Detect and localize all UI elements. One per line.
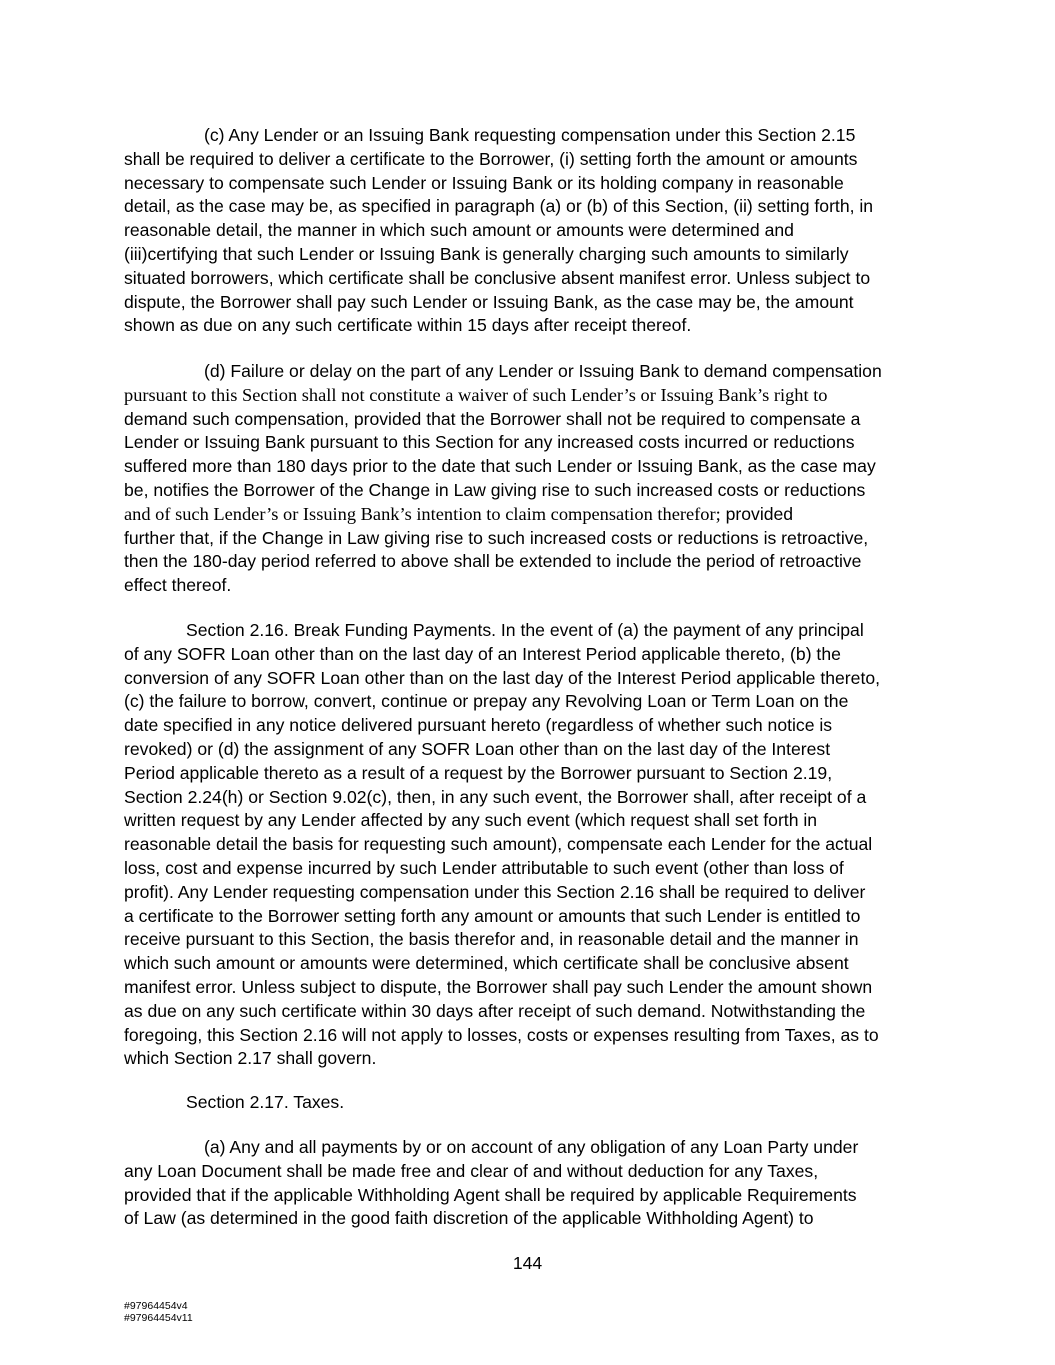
text-line: pursuant to this Section shall not constitute a waiver of such Lender’s or Issuing Bank’s right to xyxy=(124,384,828,405)
text-line: (c) Any Lender or an Issuing Bank requesting compensation under this Section 2.15 xyxy=(204,125,856,145)
text-line: be, notifies the Borrower of the Change in Law giving rise to such increased costs or reductions xyxy=(124,479,866,500)
page-number: 144 xyxy=(512,1253,543,1273)
doc-id: #97964454v4 xyxy=(124,1300,188,1312)
text-line: demand such compensation, provided that the Borrower shall not be required to compensate a xyxy=(124,408,861,429)
text-line: then the 180-day period referred to above shall be extended to include the period of retroactive xyxy=(124,551,862,572)
text-line: Period applicable thereto as a result of a request by the Borrower pursuant to Section 2.19, xyxy=(124,762,833,783)
text-line: Section 2.24(h) or Section 9.02(c), then, in any such event, the Borrower shall, after receipt of a xyxy=(124,786,867,807)
paragraph-c xyxy=(124,124,934,338)
text-line: date specified in any notice delivered pursuant hereto (regardless of whether such notice is xyxy=(124,715,833,736)
text-line: situated borrowers, which certificate shall be conclusive absent manifest error. Unless subject to xyxy=(124,267,871,288)
text-line: profit). Any Lender requesting compensation under this Section 2.16 shall be required to deliver xyxy=(124,881,866,902)
text-line: shown as due on any such certificate within 15 days after receipt thereof. xyxy=(124,315,692,336)
text-line: necessary to compensate such Lender or Issuing Bank or its holding company in reasonable xyxy=(124,172,844,193)
text-line: receive pursuant to this Section, the basis therefor and, in reasonable detail and the manner in xyxy=(124,929,859,950)
text-line: revoked) or (d) the assignment of any SOFR Loan other than on the last day of the Interest xyxy=(124,738,831,759)
text-line: (c) the failure to borrow, convert, continue or prepay any Revolving Loan or Term Loan on the xyxy=(124,691,849,712)
text-segment: provided xyxy=(720,503,794,524)
text-segment: and of such Lender’s or Issuing Bank’s intention to claim compensation therefor; xyxy=(124,503,721,524)
text-line: loss, cost and expense incurred by such Lender attributable to such event (other than loss of xyxy=(124,857,844,878)
text-line: reasonable detail the basis for requesting such amount), compensate each Lender for the actual xyxy=(124,834,873,855)
text-line: a certificate to the Borrower setting forth any amount or amounts that such Lender is entitled to xyxy=(124,905,861,926)
text-line: dispute, the Borrower shall pay such Lender or Issuing Bank, as the case may be, the amount xyxy=(124,291,854,312)
text-line: conversion of any SOFR Loan other than on the last day of the Interest Period applicable thereto, xyxy=(124,667,881,688)
section-heading-line: Section 2.16. Break Funding Payments. In the event of (a) the payment of any principal xyxy=(186,620,864,640)
section-2-17-heading xyxy=(124,1091,934,1115)
doc-id: #97964454v11 xyxy=(124,1312,193,1324)
text-line: which Section 2.17 shall govern. xyxy=(124,1048,377,1069)
text-line: of Law (as determined in the good faith discretion of the applicable Withholding Agent) to xyxy=(124,1208,814,1229)
text-line: as due on any such certificate within 30 days after receipt of such demand. Notwithstanding the xyxy=(124,1000,866,1021)
text-line: foregoing, this Section 2.16 will not apply to losses, costs or expenses resulting from Taxes, as to xyxy=(124,1024,879,1045)
text-line: detail, as the case may be, as specified in paragraph (a) or (b) of this Section, (ii) setting forth, in xyxy=(124,196,874,217)
text-line: Lender or Issuing Bank pursuant to this Section for any increased costs incurred or reductions xyxy=(124,432,855,453)
text-line: effect thereof. xyxy=(124,575,232,596)
text-line: written request by any Lender affected by any such event (which request shall set forth in xyxy=(124,810,818,831)
text-line: (d) Failure or delay on the part of any Lender or Issuing Bank to demand compensation xyxy=(204,361,882,381)
text-line: which such amount or amounts were determined, which certificate shall be conclusive absent xyxy=(124,953,849,974)
text-line: any Loan Document shall be made free and clear of and without deduction for any Taxes, xyxy=(124,1160,819,1181)
text-line: of any SOFR Loan other than on the last day of an Interest Period applicable thereto, (b) the xyxy=(124,643,841,664)
text-line: manifest error. Unless subject to dispute, the Borrower shall pay such Lender the amount shown xyxy=(124,976,873,997)
paragraph-a xyxy=(124,1136,934,1231)
text-line: shall be required to deliver a certificate to the Borrower, (i) setting forth the amount or amounts xyxy=(124,148,858,169)
paragraph-d xyxy=(124,360,934,598)
text-line: reasonable detail, the manner in which such amount or amounts were determined and xyxy=(124,220,794,241)
text-line: (iii)certifying that such Lender or Issuing Bank is generally charging such amounts to similarly xyxy=(124,243,849,264)
text-line: suffered more than 180 days prior to the date that such Lender or Issuing Bank, as the case may xyxy=(124,456,876,477)
text-line-mixed xyxy=(124,503,934,527)
section-heading-line: Section 2.17. Taxes. xyxy=(186,1092,345,1112)
text-line: (a) Any and all payments by or on account of any obligation of any Loan Party under xyxy=(204,1137,859,1157)
text-line: provided that if the applicable Withholding Agent shall be required by applicable Requirements xyxy=(124,1184,857,1205)
text-line: further that, if the Change in Law giving rise to such increased costs or reductions is retroactive, xyxy=(124,527,869,548)
document-ids xyxy=(124,1300,193,1324)
section-2-16 xyxy=(124,619,934,1071)
